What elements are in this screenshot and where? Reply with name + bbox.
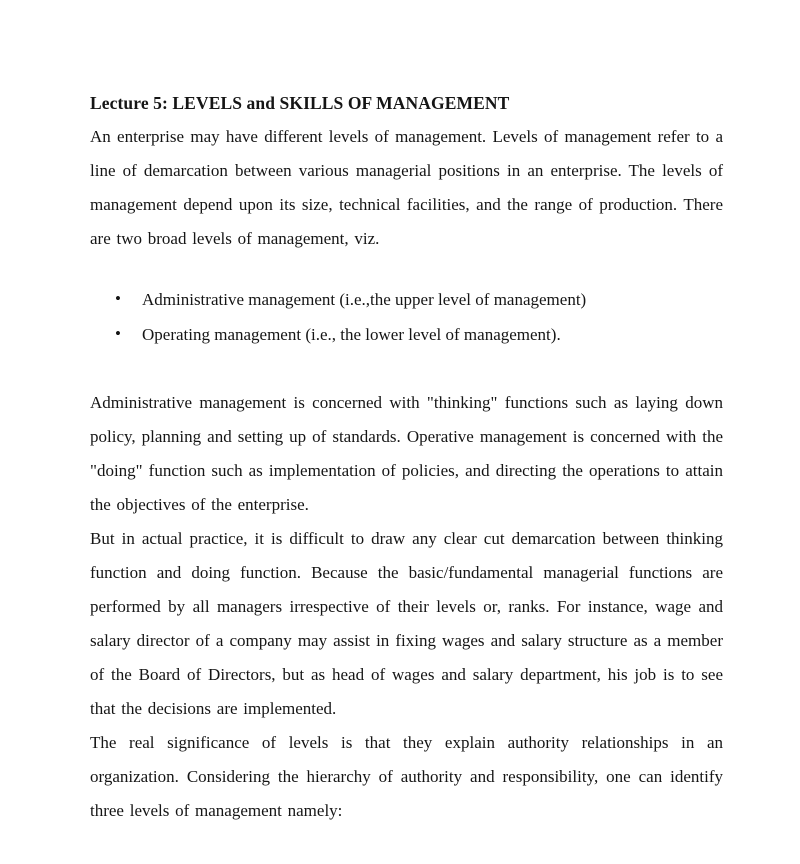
document-title: Lecture 5: LEVELS and SKILLS OF MANAGEMENT [90, 93, 510, 113]
body-paragraph-1: Administrative management is concerned with "thinking" functions such as laying down policy, planning and setting up of standards. Operative management is concerned with the "doing" function such as implementation of policies, and directing the operations to attain the objectives of the enterprise. [90, 393, 723, 514]
list-item-text: Administrative management (i.e.,the upper level of management) [142, 290, 587, 309]
list-item [90, 283, 723, 318]
list-item [90, 318, 723, 353]
bullet-icon: • [115, 289, 121, 308]
list-item-text: Operating management (i.e., the lower level of management). [142, 324, 561, 344]
management-levels-list [90, 283, 723, 352]
body-paragraph-2: But in actual practice, it is difficult to draw any clear cut demarcation between thinking function and doing function. Because the basic/fundamental managerial functions are performed by all managers irrespective of their levels or, ranks. For instance, wage and salary director of a company may assist in fixing wages and salary structure as a member of the Board of Directors, but as head of wages and salary department, his job is to see that the decisions are implemented. [90, 529, 723, 718]
closing-paragraph: The real significance of levels is that they explain authority relationships in an organization. Considering the hierarchy of authority and responsibility, one can identify three levels of management namely: [90, 733, 723, 820]
bullet-icon: • [115, 323, 121, 343]
intro-paragraph: An enterprise may have different levels of management. Levels of management refer to a line of demarcation between various managerial positions in an enterprise. The levels of management depend upon its size, technical facilities, and the range of production. There are two broad levels of management, viz. [90, 127, 723, 248]
